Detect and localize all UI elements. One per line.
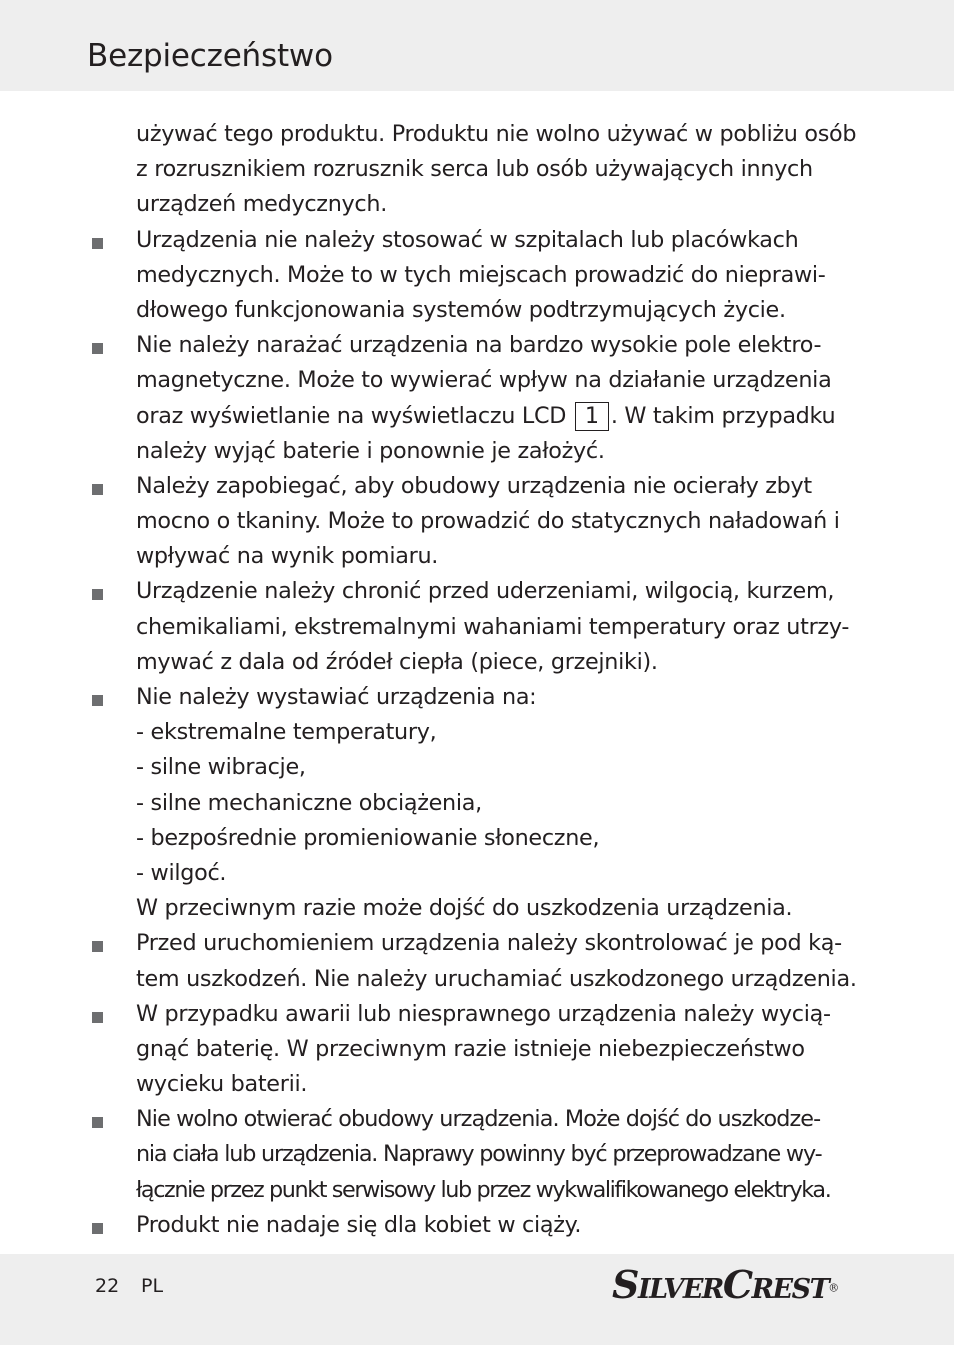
text-line: W przypadku awarii lub niesprawnego urządzenia należy wycią- [136,1000,831,1027]
bullet-square-icon [92,941,103,952]
text-segment: . W takim przypadku [610,402,836,429]
bullet-square-icon [92,1012,103,1023]
bullet-square-icon [92,484,103,495]
bullet-item [0,1102,954,1137]
page-number: 22 [95,1275,120,1297]
text-line: z rozrusznikiem rozrusznik serca lub osób używających innych [136,156,813,183]
text-line: Przed uruchomieniem urządzenia należy skontrolować je pod ką- [136,930,842,957]
text-line: medycznych. Może to w tych miejscach prowadzić do nieprawi- [136,261,826,288]
list-sub-item: - wilgoć. [136,859,227,886]
bullet-square-icon [92,695,103,706]
bullet-square-icon [92,1223,103,1234]
page-title: Bezpieczeństwo [87,38,333,74]
bullet-item [0,223,954,258]
page-header [0,0,954,91]
text-line: Urządzenia nie należy stosować w szpitalach lub placówkach [136,226,799,253]
text-line: magnetyczne. Może to wywierać wpływ na działanie urządzenia [136,367,832,394]
bullet-square-icon [92,238,103,249]
text-line: wpływać na wynik pomiaru. [136,543,439,570]
list-sub-item: - bezpośrednie promieniowanie słoneczne, [136,824,600,851]
bullet-item [0,469,954,504]
text-line: dłowego funkcjonowania systemów podtrzymujących życie. [136,296,786,323]
text-line: używać tego produktu. Produktu nie wolno używać w pobliżu osób [136,121,857,147]
text-line: tem uszkodzeń. Nie należy uruchamiać uszkodzonego urządzenia. [136,965,857,992]
text-line: należy wyjąć baterie i ponownie je założyć. [136,437,605,464]
safety-content [0,117,954,1243]
list-sub-item: - silne mechaniczne obciążenia, [136,789,482,816]
text-line-with-ref [0,399,954,434]
page-footer [0,1254,954,1345]
text-line: chemikaliami, ekstremalnymi wahaniami temperatury oraz utrzy- [136,613,850,640]
reference-number-box: 1 [575,402,609,431]
text-line: nia ciała lub urządzenia. Naprawy powinny być przeprowadzane wy- [136,1141,822,1168]
bullet-square-icon [92,343,103,354]
text-line: gnąć baterię. W przeciwnym razie istnieje niebezpieczeństwo [136,1035,805,1062]
text-line: Produkt nie nadaje się dla kobiet w ciąży. [136,1211,582,1238]
text-line: wycieku baterii. [136,1071,308,1098]
bullet-item [0,1208,954,1243]
list-sub-item: - silne wibracje, [136,754,306,781]
text-line: mywać z dala od źródeł ciepła (piece, grzejniki). [136,648,658,675]
bullet-item [0,328,954,363]
text-line: Nie należy narażać urządzenia na bardzo wysokie pole elektro- [136,332,822,359]
registered-mark: ® [828,1281,840,1295]
bullet-item [0,997,954,1032]
language-code: PL [141,1275,164,1297]
text-line: Nie wolno otwierać obudowy urządzenia. Może dojść do uszkodze- [136,1106,821,1133]
text-line: Urządzenie należy chronić przed uderzeniami, wilgocią, kurzem, [136,578,835,605]
list-sub-item: - ekstremalne temperatury, [136,719,437,746]
text-line: Należy zapobiegać, aby obudowy urządzenia nie ocierały zbyt [136,472,812,499]
text-line: W przeciwnym razie może dojść do uszkodzenia urządzenia. [136,895,793,922]
text-segment: oraz wyświetlanie na wyświetlaczu LCD [136,402,567,429]
silvercrest-logo: SILVERCREST® [612,1262,840,1307]
text-line: mocno o tkaniny. Może to prowadzić do statycznych naładowań i [136,508,840,535]
bullet-item [0,926,954,961]
bullet-item [0,680,954,715]
bullet-square-icon [92,589,103,600]
text-line: łącznie przez punkt serwisowy lub przez wykwalifikowanego elektryka. [136,1176,831,1203]
bullet-square-icon [92,1117,103,1128]
text-line: urządzeń medycznych. [136,191,388,218]
bullet-item [0,574,954,609]
text-line: Nie należy wystawiać urządzenia na: [136,684,537,710]
